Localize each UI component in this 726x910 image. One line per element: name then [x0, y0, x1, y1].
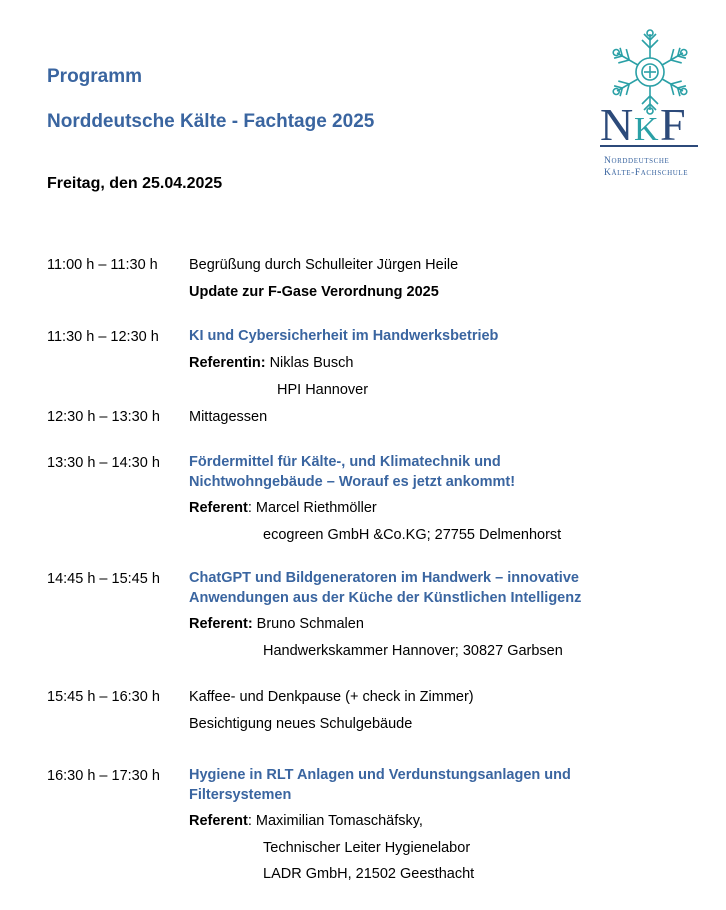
event-date: Freitag, den 25.04.2025	[47, 175, 223, 192]
logo-caption-line1: Norddeutsche	[604, 156, 670, 166]
session-speaker	[189, 813, 423, 829]
speaker-label: Referent	[189, 813, 248, 829]
logo-letter-f: F	[660, 99, 686, 150]
speaker-org: HPI Hannover	[277, 382, 369, 398]
logo-letter-k: K	[634, 111, 659, 148]
speaker-label: Referent:	[189, 616, 253, 632]
page-title: Programm	[47, 66, 143, 87]
speaker-org: Handwerkskammer Hannover; 30827 Garbsen	[263, 643, 563, 659]
session-text: Update zur F-Gase Verordnung 2025	[189, 284, 439, 300]
speaker-org-line2: LADR GmbH, 21502 Geesthacht	[263, 866, 475, 882]
speaker-name: : Maximilian Tomaschäfsky,	[247, 813, 423, 829]
session-topic-line1: Hygiene in RLT Anlagen und Verdunstungsanlagen und	[189, 767, 571, 783]
session-text: Besichtigung neues Schulgebäude	[189, 716, 413, 732]
session-text: Begrüßung durch Schulleiter Jürgen Heile	[189, 257, 459, 273]
speaker-org: ecogreen GmbH &Co.KG; 27755 Delmenhorst	[263, 527, 562, 543]
speaker-label: Referent	[189, 500, 248, 516]
speaker-name: Bruno Schmalen	[252, 616, 364, 632]
session-topic: KI und Cybersicherheit im Handwerksbetrieb	[189, 328, 499, 344]
speaker-name: Niklas Busch	[265, 355, 354, 371]
session-time: 16:30 h – 17:30 h	[47, 768, 160, 784]
logo-caption-line2: Kälte-Fachschule	[604, 168, 689, 178]
session-time: 14:45 h – 15:45 h	[47, 571, 160, 587]
session-time: 11:30 h – 12:30 h	[47, 329, 159, 345]
speaker-org: Technischer Leiter Hygienelabor	[263, 840, 471, 856]
session-topic-line2: Nichtwohngebäude – Worauf es jetzt ankommt!	[189, 474, 516, 490]
session-time: 12:30 h – 13:30 h	[47, 409, 160, 425]
session-topic-line1: Fördermittel für Kälte-, und Klimatechnik und	[189, 454, 501, 470]
session-speaker	[189, 616, 364, 632]
session-time: 15:45 h – 16:30 h	[47, 689, 160, 705]
speaker-name: : Marcel Riethmöller	[247, 500, 377, 516]
session-text: Kaffee- und Denkpause (+ check in Zimmer)	[189, 689, 474, 705]
session-text: Mittagessen	[189, 409, 268, 425]
session-speaker	[189, 355, 353, 371]
session-topic-line1: ChatGPT und Bildgeneratoren im Handwerk – innovative	[189, 570, 579, 586]
session-time: 13:30 h – 14:30 h	[47, 455, 160, 471]
session-speaker	[189, 500, 377, 516]
session-time: 11:00 h – 11:30 h	[47, 257, 158, 273]
session-topic-line2: Anwendungen aus der Küche der Künstlichen Intelligenz	[189, 590, 582, 606]
page-subtitle: Norddeutsche Kälte - Fachtage 2025	[47, 111, 375, 132]
session-topic-line2: Filtersystemen	[189, 787, 292, 803]
speaker-label: Referentin:	[189, 355, 266, 371]
logo-letter-n: N	[600, 99, 634, 150]
